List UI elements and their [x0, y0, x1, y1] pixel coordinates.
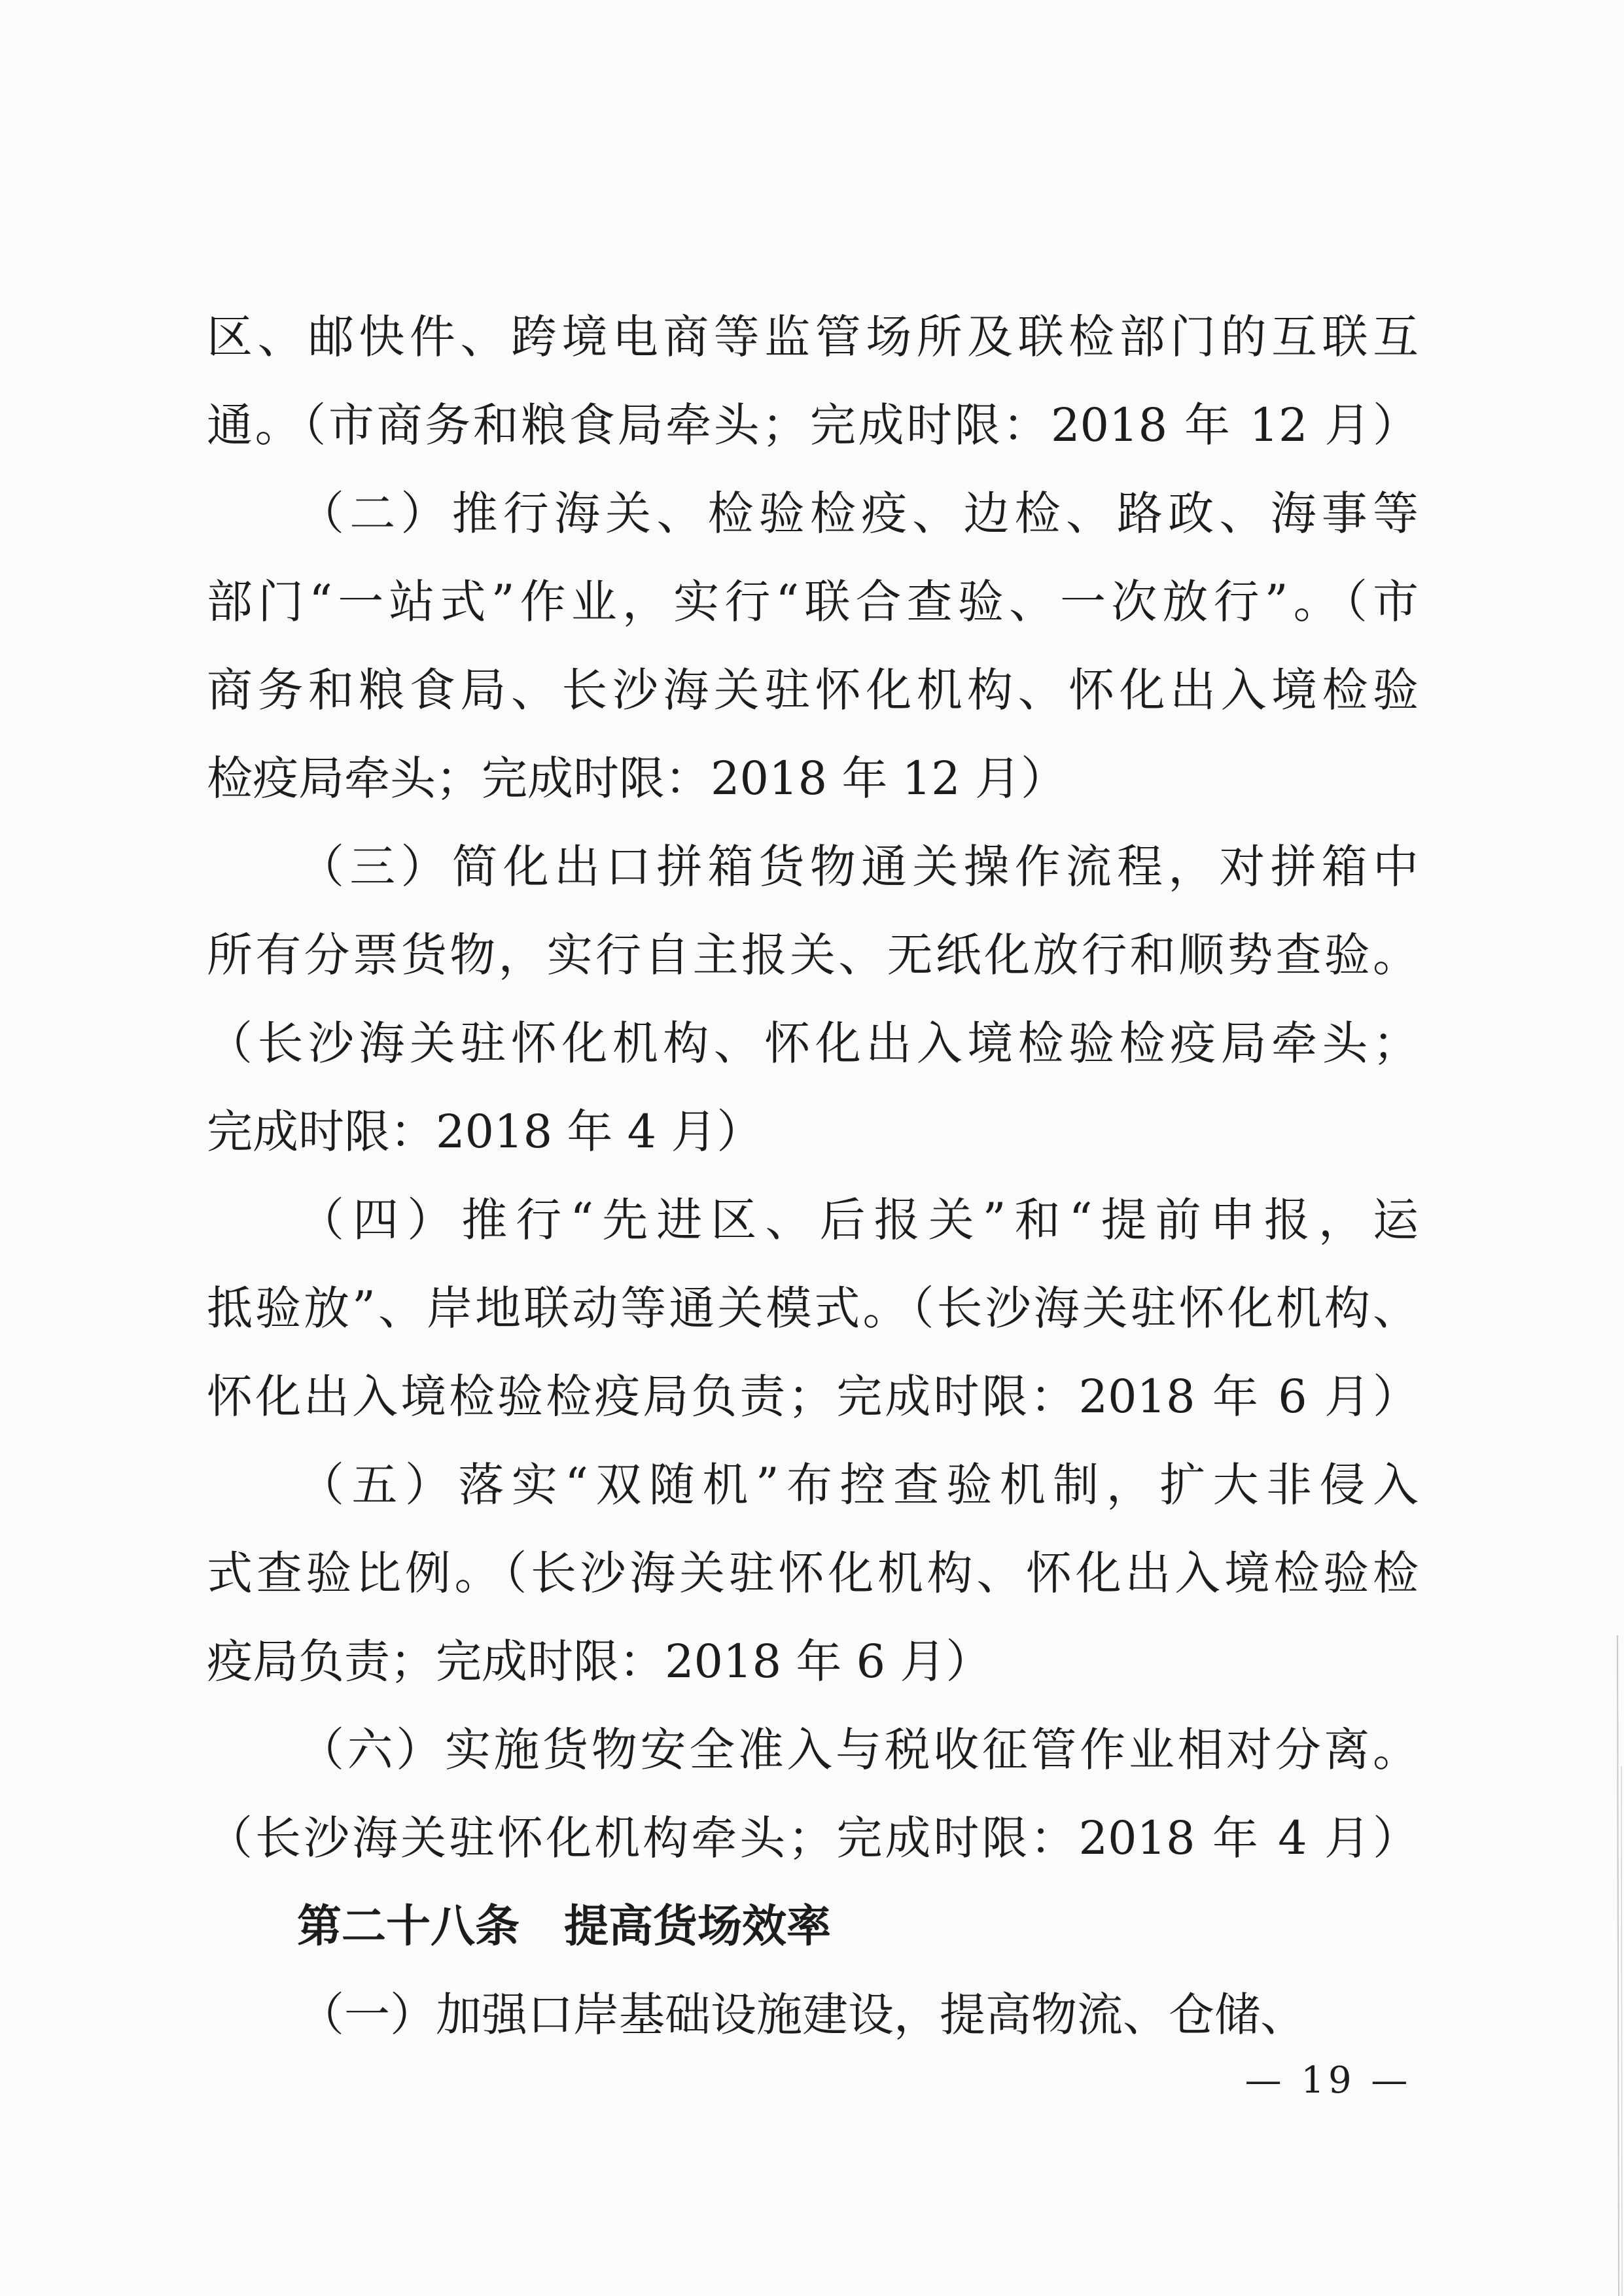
text-line: （二）推行海关、检验检疫、边检、路政、海事等: [298, 487, 1419, 540]
text-line: 区、邮快件、跨境电商等监管场所及联检部门的互联互: [207, 310, 1419, 364]
text-line: （四）推行“先进区、后报关”和“提前申报，运: [298, 1193, 1419, 1247]
text-line: 怀化出入境检验检疫局负责；完成时限：2018 年 6 月）: [207, 1370, 1419, 1423]
text-line: 通。（市商务和粮食局牵头；完成时限：2018 年 12 月）: [207, 398, 1419, 452]
text-line: 完成时限：2018 年 4 月）: [207, 1105, 763, 1158]
text-line: 式查验比例。（长沙海关驻怀化机构、怀化出入境检验检: [207, 1546, 1419, 1600]
text-line: 抵验放”、岸地联动等通关模式。（长沙海关驻怀化机构、: [207, 1281, 1419, 1335]
text-line: 部门“一站式”作业，实行“联合查验、一次放行”。（市: [207, 575, 1419, 629]
body-text: [207, 293, 1419, 2059]
text-line: （长沙海关驻怀化机构牵头；完成时限：2018 年 4 月）: [207, 1811, 1419, 1865]
scan-edge-marks: [1598, 1635, 1624, 2296]
text-line: （长沙海关驻怀化机构、怀化出入境检验检疫局牵头；: [207, 1017, 1419, 1070]
text-line: 商务和粮食局、长沙海关驻怀化机构、怀化出入境检验: [207, 663, 1419, 717]
section-heading: 第二十八条 提高货场效率: [297, 1901, 832, 1953]
text-line: 疫局负责；完成时限：2018 年 6 月）: [207, 1635, 992, 1688]
text-line: （五）落实“双随机”布控查验机制，扩大非侵入: [298, 1458, 1419, 1512]
text-line: （一）加强口岸基础设施建设，提高物流、仓储、: [298, 1988, 1306, 2042]
text-line: 所有分票货物，实行自主报关、无纸化放行和顺势查验。: [207, 928, 1419, 982]
text-line: 检疫局牵头；完成时限：2018 年 12 月）: [207, 752, 1067, 805]
page-number: — 19 —: [1244, 2059, 1412, 2102]
text-line: （六）实施货物安全准入与税收征管作业相对分离。: [298, 1723, 1419, 1777]
text-line: （三）简化出口拼箱货物通关操作流程，对拼箱中: [298, 840, 1419, 894]
